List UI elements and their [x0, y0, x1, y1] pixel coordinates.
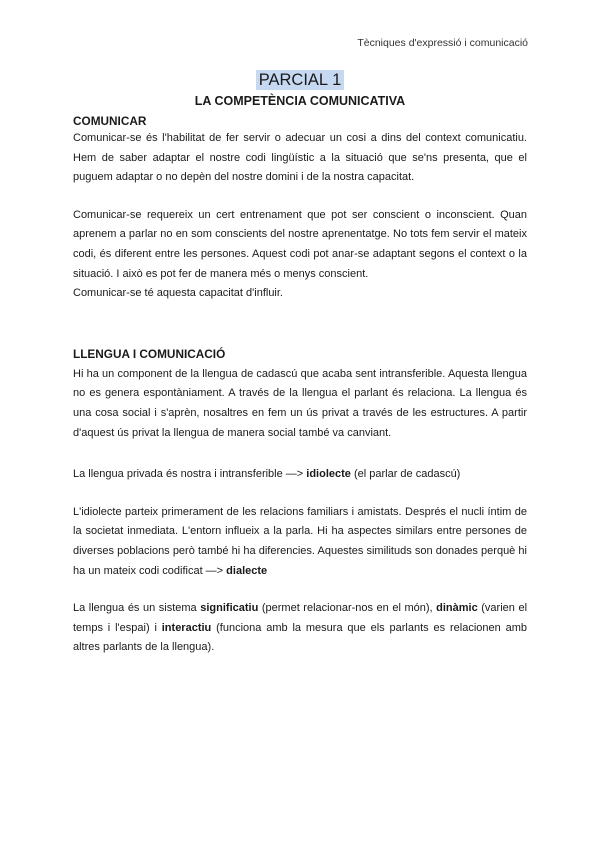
section-heading-comunicar: COMUNICAR — [73, 114, 147, 128]
term-significatiu: significatiu — [200, 602, 259, 615]
term-dialecte: dialecte — [226, 564, 268, 577]
title-wrapper — [73, 70, 527, 90]
paragraph-sistema — [73, 599, 527, 658]
paragraph-dialecte — [73, 503, 527, 581]
text-run: L'idiolecte parteix primerament de les relacions familiars i amistats. Després el nucli íntim de la societat inmediata. L'entorn influeix a la parla. Hi ha aspectes similars entre persones de diverses poblacions però també hi ha diferencies. Aquestes similituds son donades perquè hi ha un mateix codi codificat —> — [73, 505, 527, 577]
paragraph: Hi ha un component de la llengua de cadascú que acaba sent intransferible. Aquesta llengua no es genera espontàniament. A través de la llengua el parlant és relaciona. La llengua és una cosa social i s'aprèn, nosaltres en fem un ús privat a través de les estructures. A partir d'aquest ús privat la llengua de manera social també va canviant. — [73, 367, 527, 439]
paragraph-idiolecte — [73, 465, 527, 485]
paragraph: Comunicar-se és l'habilitat de fer servir o adecuar un cosi a dins del context comunicatiu. Hem de saber adaptar el nostre codi lingüístic a la situació que se'ns presenta, que el puguem adaptar o no depèn del nostre domini i de la nostra capacitat. — [73, 132, 527, 184]
paragraph: Comunicar-se requereix un cert entrenament que pot ser conscient o inconscient. Quan aprenem a parlar no en som conscients del nostre aprenentatge. No tots fem servir el mateix codi, és diferent entre les persones. Aquest codi pot anar-se adaptant segons el context o la situació. I això es pot fer de manera més o menys conscient. — [73, 208, 527, 280]
text-run: (funciona amb la mesura que els parlants es relacionen amb altres parlants de la llengua). — [73, 621, 527, 654]
document-subtitle: LA COMPETÈNCIA COMUNICATIVA — [194, 94, 406, 108]
document-title: PARCIAL 1 — [256, 70, 345, 90]
running-header: Tècniques d'expressió i comunicació — [357, 37, 528, 49]
term-interactiu: interactiu — [161, 621, 212, 634]
term-dinamic: dinàmic — [436, 602, 478, 615]
text-run: La llengua privada és nostra i intransferible —> — [73, 468, 307, 481]
paragraph: Comunicar-se té aquesta capacitat d'influir. — [73, 287, 283, 300]
document-body — [73, 70, 527, 658]
text-run: (el parlar de cadascú) — [350, 468, 461, 481]
section-heading-llengua: LLENGUA I COMUNICACIÓ — [73, 346, 226, 361]
text-run: (varien el temps i l'espai) i — [73, 602, 528, 634]
text-run: La llengua és un sistema — [73, 602, 201, 615]
term-idiolecte: idiolecte — [306, 468, 351, 481]
text-run: (permet relacionar-nos en el món), — [258, 602, 437, 615]
